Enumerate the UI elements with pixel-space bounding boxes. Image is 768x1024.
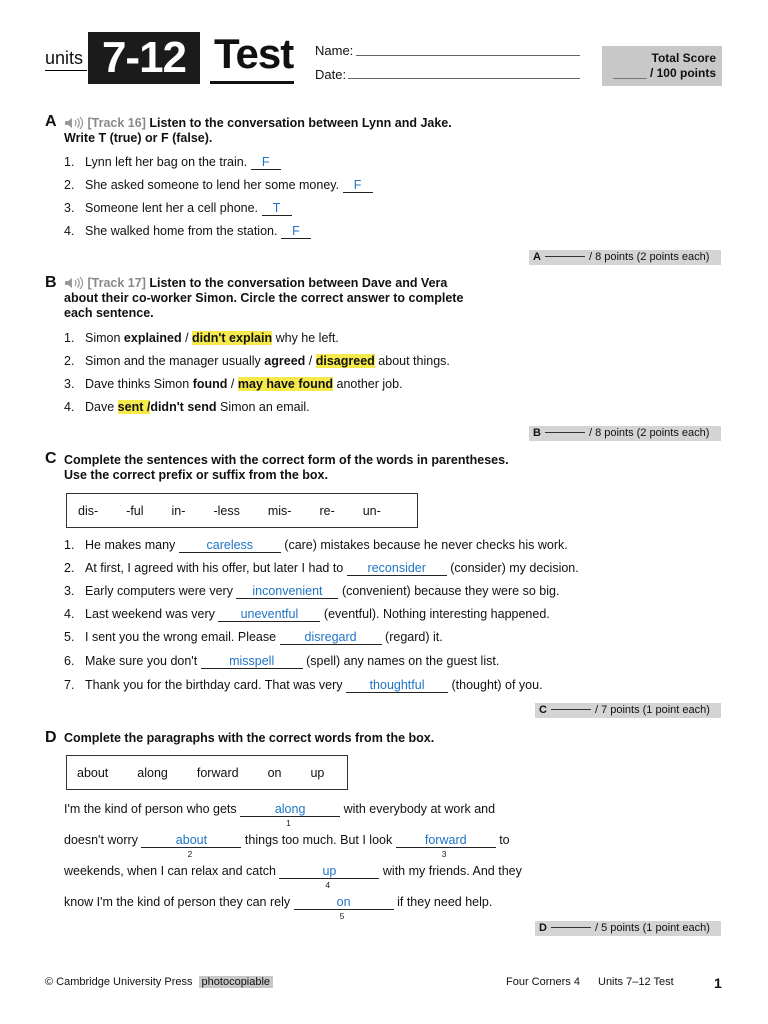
test-title: Test <box>214 30 294 77</box>
test-underline <box>210 81 294 84</box>
list-item <box>64 561 579 576</box>
item-number: 5. <box>64 630 75 644</box>
item-text: (consider) my decision. <box>450 561 579 575</box>
box-word: mis- <box>267 503 292 518</box>
option-2-selected[interactable]: may have found <box>237 377 334 391</box>
item-text: (thought) of you. <box>451 678 543 692</box>
name-label: Name: <box>315 43 354 58</box>
box-word: -ful <box>126 503 144 518</box>
item-text: At first, I agreed with his offer, but later I had to <box>85 561 344 575</box>
answer-blank[interactable] <box>240 802 340 828</box>
item-number: 2. <box>64 354 75 368</box>
list-item <box>64 678 543 693</box>
section-d-score <box>535 921 721 936</box>
total-score-points: _____ / 100 points <box>613 66 716 80</box>
option-separator: / <box>230 377 235 391</box>
box-word: dis- <box>78 503 99 518</box>
item-number: 1. <box>64 155 75 169</box>
total-score-label: Total Score <box>651 51 716 65</box>
answer-text: on <box>336 895 351 909</box>
blank-number: 3 <box>441 849 447 859</box>
name-field[interactable] <box>356 55 580 56</box>
word-box <box>66 755 348 790</box>
answer-text: along <box>274 802 306 816</box>
item-text: (care) mistakes because he never checks his work. <box>284 538 568 552</box>
units-label: units <box>45 48 84 68</box>
list-item <box>64 607 550 622</box>
list-item <box>64 354 450 368</box>
paragraph-text: doesn't worry <box>64 833 138 847</box>
paragraph-text: I'm the kind of person who gets <box>64 802 237 816</box>
score-text: / 8 points (2 points each) <box>588 427 710 439</box>
score-letter: A <box>533 251 541 263</box>
score-letter: C <box>539 704 547 716</box>
answer-text: up <box>322 864 337 878</box>
instruction-text: Complete the sentences with the correct form of the words in parentheses. <box>64 453 509 467</box>
paragraph-text: with everybody at work and <box>343 802 496 816</box>
section-c-score <box>535 703 721 718</box>
box-word: on <box>267 765 282 780</box>
score-blank[interactable] <box>551 709 591 710</box>
speaker-icon[interactable] <box>64 116 84 130</box>
score-text: / 8 points (2 points each) <box>588 251 710 263</box>
section-d-instruction: Complete the paragraphs with the correct words from the box. <box>64 731 435 745</box>
section-b-instruction <box>64 276 463 321</box>
paragraph-text: with my friends. And they <box>382 864 522 878</box>
box-word: -less <box>213 503 240 518</box>
score-blank[interactable] <box>545 432 585 433</box>
date-field[interactable] <box>348 78 580 79</box>
box-word: re- <box>319 503 335 518</box>
item-number: 3. <box>64 377 75 391</box>
word-box <box>66 493 418 528</box>
units-underline <box>45 70 87 71</box>
list-item <box>64 400 310 414</box>
paragraph-text: if they need help. <box>397 895 493 909</box>
speaker-icon[interactable] <box>64 276 84 290</box>
item-number: 2. <box>64 561 75 575</box>
item-text: (spell) any names on the guest list. <box>306 654 500 668</box>
section-a-letter: A <box>45 113 57 130</box>
item-text: Simon and the manager usually <box>85 354 261 368</box>
answer-text: about <box>175 833 208 847</box>
option-2-selected[interactable]: disagreed <box>315 354 375 368</box>
score-letter: D <box>539 922 547 934</box>
paragraph-text: weekends, when I can relax and catch <box>64 864 276 878</box>
paragraph-line <box>64 864 522 890</box>
item-text: I sent you the wrong email. Please <box>85 630 277 644</box>
box-word: along <box>137 765 168 780</box>
paragraph-line <box>64 833 510 859</box>
box-word: in- <box>171 503 186 518</box>
answer-blank[interactable]: reconsider <box>347 562 447 576</box>
item-text: Last weekend was very <box>85 607 215 621</box>
answer-blank[interactable] <box>396 833 496 859</box>
item-number: 1. <box>64 538 75 552</box>
item-number: 7. <box>64 678 75 692</box>
option-separator: / <box>185 331 189 345</box>
option-2[interactable]: didn't send <box>150 400 217 414</box>
instruction-text: about their co-worker Simon. Circle the correct answer to complete <box>64 291 464 305</box>
list-item <box>64 201 292 216</box>
item-text: another job. <box>336 377 403 391</box>
units-number: 7-12 <box>88 32 200 84</box>
option-2-selected[interactable]: didn't explain <box>192 331 273 345</box>
list-item <box>64 654 499 669</box>
box-word: un- <box>362 503 381 518</box>
box-word: about <box>77 765 109 780</box>
item-text: Thank you for the birthday card. That was very <box>85 678 343 692</box>
footer-left <box>45 976 273 988</box>
item-text: Dave <box>85 400 115 414</box>
option-1[interactable]: explained <box>123 331 182 345</box>
answer-blank[interactable]: misspell <box>201 655 303 669</box>
instruction-text: Listen to the conversation between Lynn and Jake. <box>149 116 452 130</box>
section-a-instruction <box>64 116 452 146</box>
item-text: Make sure you don't <box>85 654 198 668</box>
score-blank[interactable] <box>545 256 585 257</box>
score-text: / 7 points (1 point each) <box>594 704 710 716</box>
section-a-score <box>529 250 721 265</box>
answer-blank[interactable]: F <box>251 156 281 170</box>
item-text: about things. <box>378 354 450 368</box>
option-1[interactable]: agreed <box>264 354 306 368</box>
track-label: [Track 16] <box>87 116 146 130</box>
section-b-letter: B <box>45 274 57 291</box>
answer-blank[interactable]: disregard <box>280 631 382 645</box>
option-1[interactable]: found <box>192 377 228 391</box>
photocopiable-badge: photocopiable <box>199 976 274 988</box>
box-word: forward <box>196 765 239 780</box>
box-word: up <box>310 765 325 780</box>
item-number: 1. <box>64 331 75 345</box>
answer-blank[interactable]: F <box>281 225 311 239</box>
list-item <box>64 178 373 193</box>
item-text: She walked home from the station. <box>85 224 278 238</box>
item-text: why he left. <box>275 331 339 345</box>
total-score-box <box>602 46 722 86</box>
blank-number: 4 <box>325 880 331 890</box>
blank-number: 1 <box>286 818 291 828</box>
item-number: 2. <box>64 178 75 192</box>
list-item <box>64 224 311 239</box>
answer-text: forward <box>424 833 467 847</box>
answer-blank[interactable]: T <box>262 202 292 216</box>
item-text: She asked someone to lend her some money. <box>85 178 340 192</box>
item-text: Simon an email. <box>219 400 310 414</box>
answer-blank[interactable]: inconvenient <box>236 585 338 599</box>
answer-blank[interactable]: uneventful <box>218 608 320 622</box>
item-text: (eventful). Nothing interesting happened. <box>323 607 550 621</box>
answer-blank[interactable]: F <box>343 179 373 193</box>
option-1-selected[interactable]: sent / <box>117 400 151 414</box>
item-text: (regard) it. <box>385 630 443 644</box>
item-number: 4. <box>64 400 75 414</box>
section-b-score <box>529 426 721 441</box>
blank-number: 5 <box>339 911 345 921</box>
score-blank[interactable] <box>551 927 591 928</box>
footer-test-name: Units 7–12 Test <box>598 976 674 988</box>
list-item <box>64 377 403 391</box>
paragraph-line <box>64 895 493 921</box>
page-number: 1 <box>714 975 722 991</box>
item-text: Early computers were very <box>85 584 233 598</box>
paragraph-line <box>64 802 496 828</box>
score-letter: B <box>533 427 541 439</box>
copyright-text: © Cambridge University Press <box>45 976 193 988</box>
instruction-text: each sentence. <box>64 306 154 320</box>
item-number: 6. <box>64 654 75 668</box>
item-number: 3. <box>64 201 75 215</box>
option-separator: / <box>308 354 313 368</box>
list-item <box>64 538 568 553</box>
item-text: Someone lent her a cell phone. <box>85 201 259 215</box>
date-label: Date: <box>315 67 347 82</box>
item-text: He makes many <box>85 538 176 552</box>
item-text: (convenient) because they were so big. <box>341 584 560 598</box>
track-label: [Track 17] <box>87 276 146 290</box>
instruction-text: Listen to the conversation between Dave and Vera <box>149 276 448 290</box>
item-text: Lynn left her bag on the train. <box>85 155 248 169</box>
section-c-instruction <box>64 453 509 483</box>
instruction-text: Write T (true) or F (false). <box>64 131 213 145</box>
list-item <box>64 584 559 599</box>
list-item <box>64 630 443 645</box>
item-number: 4. <box>64 607 75 621</box>
book-title: Four Corners 4 <box>506 976 580 988</box>
item-number: 3. <box>64 584 75 598</box>
list-item <box>64 155 281 170</box>
item-text: Dave thinks Simon <box>85 377 190 391</box>
answer-blank[interactable] <box>294 895 394 921</box>
list-item <box>64 331 339 345</box>
paragraph-text: to <box>499 833 510 847</box>
score-text: / 5 points (1 point each) <box>594 922 710 934</box>
paragraph-text: things too much. But I look <box>244 833 393 847</box>
answer-blank[interactable] <box>141 833 241 859</box>
section-c-letter: C <box>45 450 57 467</box>
instruction-text: Use the correct prefix or suffix from the box. <box>64 468 328 482</box>
answer-blank[interactable]: thoughtful <box>346 679 448 693</box>
blank-number: 2 <box>187 849 193 859</box>
answer-blank[interactable]: careless <box>179 539 281 553</box>
paragraph-text: know I'm the kind of person they can rely <box>64 895 291 909</box>
section-d-letter: D <box>45 729 57 746</box>
answer-blank[interactable] <box>279 864 379 890</box>
item-text: Simon <box>85 331 121 345</box>
item-number: 4. <box>64 224 75 238</box>
